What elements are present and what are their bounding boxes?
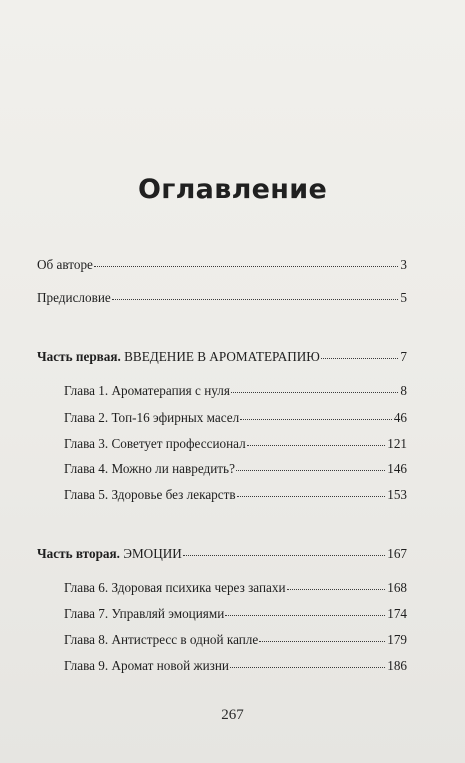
toc-entry-page: 46 [393,410,407,425]
dot-leader [237,496,386,497]
dot-leader [287,589,386,590]
toc-entry-page: 174 [387,606,407,621]
toc-entry-page: 8 [400,383,407,398]
toc-chapter-3 [64,436,407,452]
dot-leader [94,266,398,267]
toc-part-heading-1 [37,349,407,365]
dot-leader [112,299,399,300]
dot-leader [259,641,385,642]
toc-entry-label: Глава 2. Топ-16 эфирных масел [64,410,240,425]
dot-leader [321,358,399,359]
toc-entry-label: Глава 5. Здоровье без лекарств [64,487,236,502]
part-prefix: Часть вторая. [37,546,120,561]
toc-chapter-5 [64,487,407,503]
dot-leader [231,392,398,393]
toc-entry-label: Глава 3. Советует профессионал [64,436,246,451]
toc-chapter-8 [64,632,407,648]
dot-leader [225,615,385,616]
toc-entry-label: Глава 1. Ароматерапия с нуля [64,383,230,398]
toc-entry-page: 179 [387,632,407,647]
toc-entry-page: 5 [400,290,407,305]
toc-entry-page: 186 [387,658,407,673]
part-name: ВВЕДЕНИЕ В АРОМАТЕРАПИЮ [124,349,320,364]
toc-part-label [37,349,320,365]
toc-entry-label: Глава 6. Здоровая психика через запахи [64,580,286,595]
toc-chapter-7 [64,606,407,622]
toc-entry-page: 146 [387,461,407,476]
toc-entry-preface [37,290,407,306]
toc-entry-page: 153 [387,487,407,502]
toc-entry-label: Глава 8. Антистресс в одной капле [64,632,259,647]
toc-entry-label: Об авторе [37,257,93,272]
dot-leader [230,667,385,668]
toc-part-heading-2 [37,546,407,562]
page-title: Оглавление [137,174,328,205]
toc-chapter-1 [64,383,407,399]
dot-leader [183,555,385,556]
dot-leader [240,419,392,420]
toc-entry-label: Глава 4. Можно ли навредить? [64,461,235,476]
part-prefix: Часть первая. [37,349,121,364]
toc-entry-page: 7 [400,349,407,364]
dot-leader [247,445,386,446]
toc-chapter-2 [64,410,407,426]
toc-entry-page: 3 [400,257,407,272]
toc-part-label [37,546,182,562]
toc-entry-label: Предисловие [37,290,111,305]
toc-entry-about-author [37,257,407,273]
page-number: 267 [221,707,244,723]
toc-chapter-4 [64,461,407,477]
dot-leader [236,470,385,471]
toc-chapter-9 [64,658,407,674]
toc-chapter-6 [64,580,407,596]
part-name: ЭМОЦИИ [123,546,182,561]
toc-entry-page: 168 [387,580,407,595]
toc-entry-label: Глава 9. Аромат новой жизни [64,658,229,673]
toc-entry-page: 167 [387,546,407,561]
toc-entry-label: Глава 7. Управляй эмоциями [64,606,225,621]
toc-entry-page: 121 [387,436,407,451]
